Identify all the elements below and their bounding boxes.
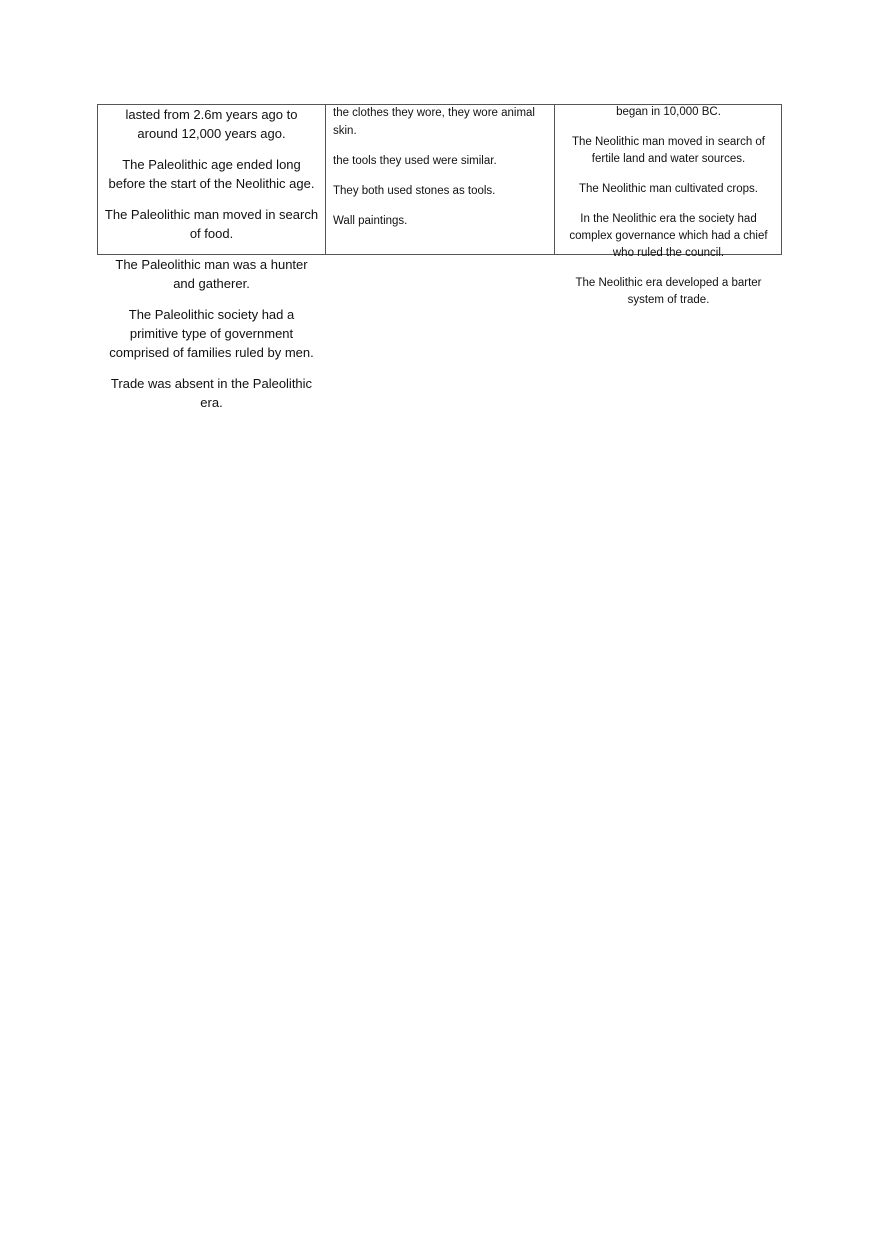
- neolithic-trade: The Neolithic era developed a barter system of trade.: [575, 277, 762, 306]
- paleolithic-government: The Paleolithic society had a primitive type of government comprised of families ruled by men.: [109, 307, 314, 360]
- similarity-clothes: the clothes they wore, they wore animal skin.: [333, 107, 535, 137]
- paleolithic-column: [98, 104, 325, 424]
- neolithic-start: began in 10,000 BC.: [616, 106, 721, 118]
- neolithic-government: In the Neolithic era the society had complex governance which had a chief who ruled the council.: [569, 213, 768, 259]
- paleolithic-movement: The Paleolithic man moved in search of food.: [104, 207, 319, 241]
- neolithic-movement: The Neolithic man moved in search of fertile land and water sources.: [571, 136, 766, 165]
- paleolithic-trade: Trade was absent in the Paleolithic era.: [110, 376, 313, 410]
- neolithic-column: [555, 104, 782, 322]
- similarity-tools: the tools they used were similar.: [333, 155, 497, 167]
- paleolithic-duration: lasted from 2.6m years ago to around 12,000 years ago.: [125, 107, 298, 141]
- similarity-paintings: Wall paintings.: [333, 215, 408, 227]
- similarity-stones: They both used stones as tools.: [333, 185, 496, 197]
- neolithic-crops: The Neolithic man cultivated crops.: [579, 183, 758, 195]
- paleolithic-end: The Paleolithic age ended long before the start of the Neolithic age.: [108, 157, 315, 191]
- similarities-column: [326, 104, 554, 242]
- paleolithic-lifestyle: The Paleolithic man was a hunter and gatherer.: [115, 257, 308, 291]
